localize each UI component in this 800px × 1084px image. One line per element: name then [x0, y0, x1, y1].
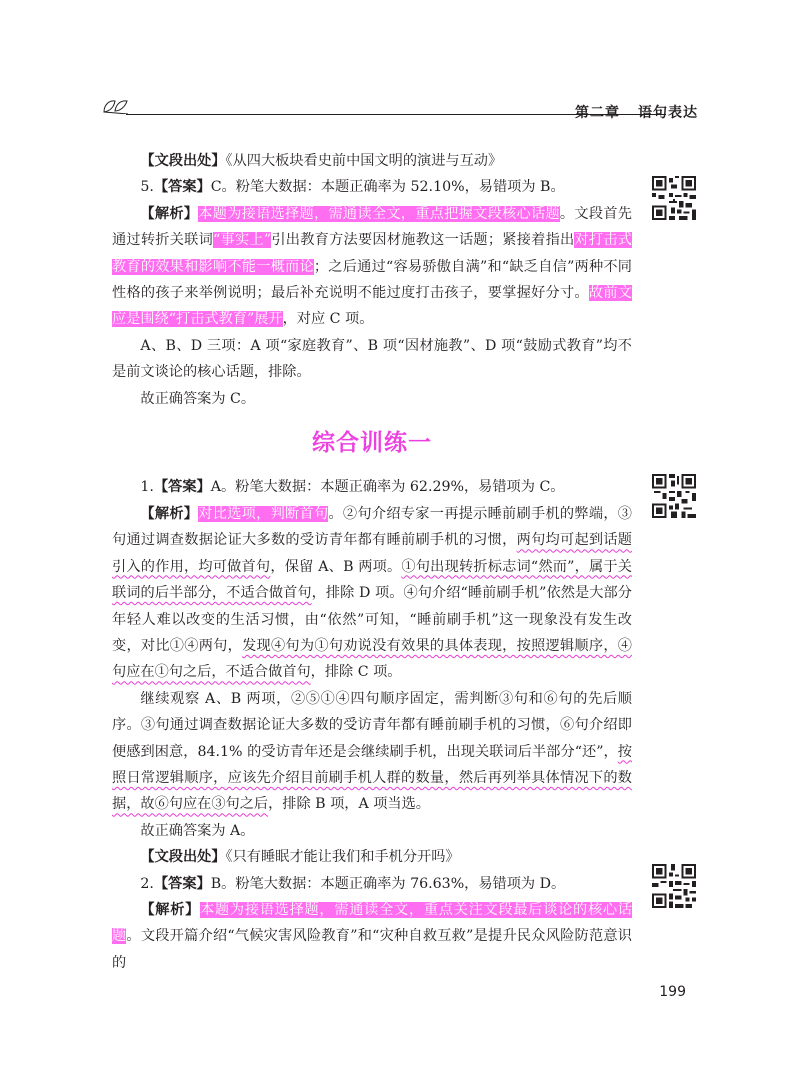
- analysis-text: 继续观察 A、B 两项，②⑤①④四句顺序固定，需判断③句和⑥句的先后顺序。③句通过调查数据论证大多数的受访青年都有睡前刷手机的习惯，⑥句介绍即便感到困意，84.1% 的受访青年还是会继续刷手机，出现关联词后半部分“还”，: [112, 690, 632, 760]
- source-paragraph: [112, 844, 632, 870]
- answer-label: 【答案】: [153, 875, 211, 892]
- source-label: 【文段出处】: [140, 153, 226, 169]
- question-number: 5.: [140, 179, 154, 196]
- analysis-paragraph: [112, 501, 632, 686]
- analysis-text: ，排除 C 项。: [310, 664, 402, 681]
- section-title: 综合训练一: [312, 430, 432, 457]
- highlight-text: 对打击式教育的效果和影响不能一概而论: [112, 232, 632, 275]
- analysis-text: ，排除 D 项。④句介绍“睡前刷手机”依然是大部分年轻人难以改变的生活习惯，由“依然”可知，“睡前刷手机”这一现象没有发生改变，对比①④两句，: [112, 585, 632, 654]
- highlight-text: 对比选项，判断首句: [198, 505, 329, 522]
- qr-code-icon[interactable]: [652, 474, 696, 518]
- answer-label: 【答案】: [153, 179, 211, 196]
- analysis-label: 【解析】: [140, 505, 199, 522]
- section-name: 语句表达: [638, 105, 698, 121]
- source-label: 【文段出处】: [140, 849, 226, 866]
- underlined-text: ①句出现转折标志词“然而”，属于关联词的后半部分，不适合做首句: [112, 558, 632, 602]
- leaf-icon: [102, 98, 130, 114]
- analysis-text: 。②句介绍专家一再提示睡前刷手机的弊端，③句通过调查数据论证大多数的受访青年都有睡前刷手机的习惯，: [112, 505, 632, 549]
- conclusion-text: 故正确答案为 A。: [140, 822, 255, 839]
- conclusion-text: 故正确答案为 C。: [140, 390, 256, 407]
- analysis-text: 引出教育方法要因材施教这一话题；紧接着指出: [271, 232, 575, 249]
- chapter-title: [575, 102, 698, 122]
- answer-paragraph: [112, 474, 632, 500]
- answer-label: 【答案】: [153, 479, 211, 496]
- chapter-number: 第二章: [575, 105, 620, 121]
- answer-text: A。粉笔大数据：本题正确率为 62.29%，易错项为 C。: [210, 479, 565, 496]
- analysis-text: ，保留 A、B 两项。: [270, 558, 402, 575]
- source-paragraph: [112, 148, 632, 174]
- question-number: 2.: [140, 875, 154, 892]
- underlined-text: 按照日常逻辑顺序，应该先介绍目前刷手机人群的数量，然后再列举具体情况下的数据，故⑥句应在③句之后: [112, 743, 632, 813]
- analysis-text: 。文段首先通过转折关联词: [112, 205, 632, 249]
- highlight-text: “事实上”: [213, 232, 272, 249]
- page-content: [112, 148, 632, 976]
- analysis-paragraph: [112, 686, 632, 818]
- analysis-label: 【解析】: [140, 205, 199, 222]
- underlined-text: 发现④句为①句劝说没有效果的具体表现，按照逻辑顺序，④句应在①句之后，不适合做首句: [112, 637, 632, 681]
- answer-paragraph: [112, 174, 632, 200]
- source-text: 《只有睡眠才能让我们和手机分开吗》: [225, 849, 460, 866]
- qr-code-icon[interactable]: [652, 176, 696, 220]
- analysis-paragraph: [112, 201, 632, 333]
- page-number: 199: [659, 984, 686, 1000]
- answer-text: C。粉笔大数据：本题正确率为 52.10%，易错项为 B。: [210, 179, 565, 196]
- analysis-text: 。文段开篇介绍“气候灾害风险教育”和“灾种自救互救”是提升民众风险防范意识的: [112, 928, 632, 971]
- highlight-text: 本题为接语选择题，需通读全文，重点关注文段最后谈论的核心话题: [112, 901, 632, 945]
- analysis-text: ，排除 B 项，A 项当选。: [268, 796, 430, 813]
- underlined-text: 两句均可起到话题引入的作用，均可做首句: [112, 532, 632, 575]
- qr-code-icon[interactable]: [652, 864, 696, 908]
- analysis-text: ；之后通过“容易骄傲自满”和“缺乏自信”两种不同性格的孩子来举例说明；最后补充说明不能过度打击孩子，要掌握好分寸。: [112, 258, 632, 302]
- question-number: 1.: [140, 479, 154, 496]
- answer-paragraph: [112, 871, 632, 897]
- highlight-text: 本题为接语选择题，需通读全文，重点把握文段核心话题: [198, 205, 560, 222]
- highlight-text: 故前文应是围绕“打击式教育”展开: [112, 285, 632, 328]
- answer-text: B。粉笔大数据：本题正确率为 76.63%，易错项为 D。: [210, 875, 566, 892]
- option-analysis: A、B、D 三项：A 项“家庭教育”、B 项“因材施教”、D 项“鼓励式教育”均不是前文谈论的核心话题，排除。: [112, 337, 632, 381]
- analysis-paragraph: [112, 897, 632, 976]
- page-header: [102, 96, 698, 126]
- analysis-text: ，对应 C 项。: [282, 311, 374, 328]
- analysis-label: 【解析】: [140, 901, 201, 918]
- source-text: 《从四大板块看史前中国文明的演进与互动》: [225, 153, 503, 169]
